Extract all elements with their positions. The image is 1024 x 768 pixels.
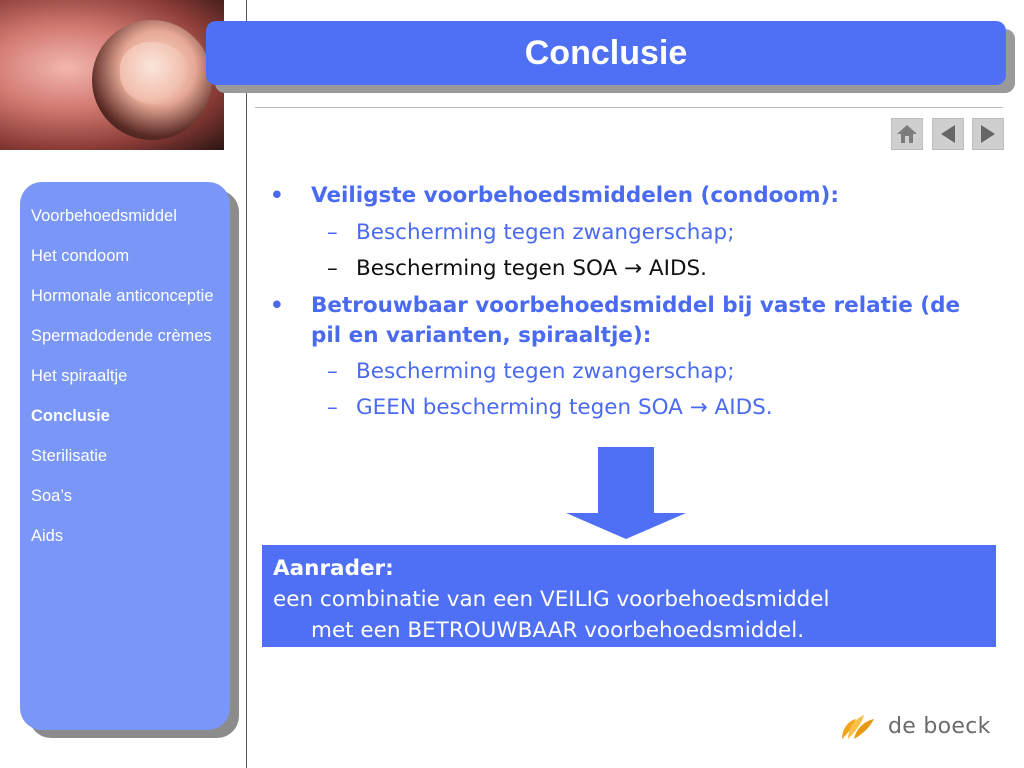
sidebar-item-voorbehoedsmiddel[interactable]: Voorbehoedsmiddel xyxy=(31,207,177,225)
sidebar-item-spermadodende-cremes[interactable]: Spermadodende crèmes xyxy=(31,327,212,345)
sub-bullet xyxy=(270,354,990,391)
embryo-image xyxy=(120,42,190,104)
publisher-name: de boeck xyxy=(888,713,991,739)
dash-marker: – xyxy=(327,219,338,245)
sub-bullet-text: Bescherming tegen zwangerschap; xyxy=(356,219,735,245)
title-divider xyxy=(255,107,1003,108)
title-banner xyxy=(206,21,1006,85)
sidebar-item-aids[interactable]: Aids xyxy=(31,527,64,545)
recommendation-box xyxy=(262,545,996,647)
back-button[interactable] xyxy=(932,118,964,150)
sub-bullet-text: Bescherming tegen SOA → AIDS. xyxy=(356,256,708,281)
home-icon xyxy=(895,123,919,145)
sub-bullet xyxy=(270,251,990,288)
recommendation-heading: Aanrader: xyxy=(273,556,394,581)
bullet-safest xyxy=(270,178,990,215)
forward-arrow-icon xyxy=(977,123,999,145)
bullet-text: Veiligste voorbehoedsmiddelen (condoom): xyxy=(311,183,839,208)
sub-bullet xyxy=(270,390,990,427)
down-arrow-icon xyxy=(566,447,686,539)
recommendation-line-2: met een BETROUWBAAR voorbehoedsmiddel. xyxy=(311,618,805,643)
dash-marker: – xyxy=(327,395,338,420)
forward-button[interactable] xyxy=(972,118,1004,150)
leaf-logo-icon xyxy=(838,711,878,741)
sub-bullet-text: GEEN bescherming tegen SOA → AIDS. xyxy=(356,395,773,420)
publisher-logo xyxy=(838,711,991,741)
sub-bullet xyxy=(270,215,990,252)
bullet-marker: • xyxy=(270,292,284,318)
sidebar-item-soas[interactable]: Soa’s xyxy=(31,487,72,505)
sidebar-item-conclusie[interactable]: Conclusie xyxy=(31,407,110,425)
page-title: Conclusie xyxy=(524,33,688,72)
sidebar-item-het-condoom[interactable]: Het condoom xyxy=(31,247,130,265)
content-area xyxy=(270,178,990,427)
bullet-text: Betrouwbaar voorbehoedsmiddel bij vaste relatie (de pil en varianten, spiraaltje): xyxy=(311,292,961,348)
sidebar-item-sterilisatie[interactable]: Sterilisatie xyxy=(31,447,108,465)
sidebar-item-hormonale-anticonceptie[interactable]: Hormonale anticonceptie xyxy=(31,287,214,305)
bullet-reliable xyxy=(270,288,990,354)
back-arrow-icon xyxy=(937,123,959,145)
bullet-marker: • xyxy=(270,183,284,208)
sidebar xyxy=(20,182,230,730)
dash-marker: – xyxy=(327,256,338,281)
sub-bullet-text: Bescherming tegen zwangerschap; xyxy=(356,358,735,384)
embryo-photo xyxy=(0,0,224,150)
home-button[interactable] xyxy=(891,118,923,150)
sidebar-item-het-spiraaltje[interactable]: Het spiraaltje xyxy=(31,367,128,385)
vertical-divider xyxy=(246,0,247,768)
recommendation-line-1: een combinatie van een VEILIG voorbehoedsmiddel xyxy=(273,587,830,612)
dash-marker: – xyxy=(327,358,338,384)
